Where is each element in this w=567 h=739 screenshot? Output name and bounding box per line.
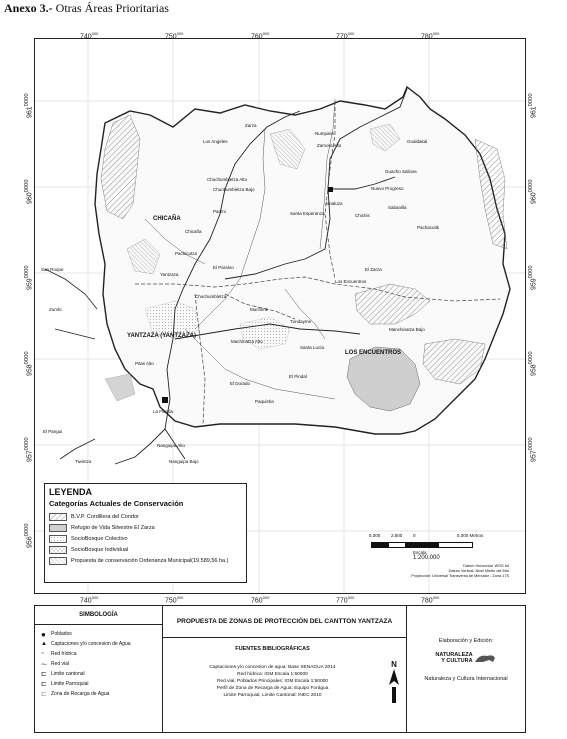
place-label: Chichis (355, 213, 370, 218)
symbology-title: SIMBOLOGÍA (79, 612, 118, 618)
place-label: Guacho Salinas (385, 169, 417, 174)
source-line: Captaciones y/o concesion de agua: Base SENAGUA 2014 (209, 665, 336, 670)
legend-item: SocioBosque Individual (49, 544, 242, 555)
place-label: Chuchumbletza Bajo (213, 187, 255, 192)
grid-label-y: $960^{0000}$ (528, 179, 538, 204)
place-label: La Florida (153, 409, 174, 414)
grid-label-x: $740^{000}$ (80, 31, 99, 41)
place-label: Gualdakal (407, 139, 428, 144)
place-label: Los Angeles (203, 139, 228, 144)
north-label: N (391, 660, 397, 669)
place-label: Manchinatza Bajo (389, 327, 425, 332)
grid-label-y: $958^{0000}$ (24, 351, 34, 376)
scale-bar: 5.000 2.500 0 5.000 Metros Escala 1:200.000 Datum Horizontal: WGS 84 Datum Vertical: Nivel Medio del Mar Proyección: Universal Transversa de Mercator - Zona 17S (369, 533, 509, 578)
grid-label-x: $780^{000}$ (421, 31, 440, 41)
symbology-panel (35, 606, 163, 732)
grid-label-y: $956^{0000}$ (24, 523, 34, 548)
road-icon: ⁓ (41, 661, 47, 668)
place-label: Numpaim (315, 131, 335, 136)
grid-label-y: $959^{0000}$ (24, 265, 34, 290)
symbol-item: ≈ Red hídrica (41, 651, 77, 657)
legend-title: LEYENDA (49, 487, 93, 497)
place-label: Chicaña (185, 229, 202, 234)
elaboration-title: Elaboración y Edición: (438, 638, 494, 644)
place-label: Santa Esperanza (290, 211, 325, 216)
source-line: Red hídrica: IGM Escala 1:50000 (237, 672, 308, 677)
map-title: PROPUESTA DE ZONAS DE PROTECCIÓN DEL CANTTON YANTZAZA (176, 618, 393, 625)
grid-label-x: $750^{000}$ (165, 595, 184, 605)
place-label: Zamora Alto (317, 143, 342, 148)
place-label: Yantzaza (160, 272, 179, 277)
north-arrow-icon (387, 669, 401, 705)
place-label: Chuchumbletza (195, 294, 227, 299)
nci-logo: NATURALEZA Y CULTURA (407, 650, 525, 666)
grid-label-y: $961^{0000}$ (528, 93, 538, 118)
place-label: Nanguipa Alto (157, 443, 186, 448)
annex-heading: Anexo 3.- Otras Áreas Prioritarias (4, 1, 169, 15)
grid-label-x: $750^{000}$ (165, 31, 184, 41)
grid-label-y: $957^{0000}$ (24, 437, 34, 462)
place-label: Amaluza (325, 201, 343, 206)
place-label: Zarza (245, 123, 257, 128)
dot-icon: ● (41, 629, 46, 639)
place-label: Pachicutza (175, 251, 198, 256)
legend-subtitle: Categorías Actuales de Conservación (49, 499, 184, 508)
grid-label-y: $960^{0000}$ (24, 179, 34, 204)
grid-label-x: $780^{000}$ (421, 595, 440, 605)
source-line: Limite Parroquial, Limite Cantonal: INEC 2010 (223, 693, 322, 698)
place-label: San Roque (41, 267, 64, 272)
grid-label-y: $961^{0000}$ (24, 93, 34, 118)
grid-label-x: $740^{000}$ (80, 595, 99, 605)
yantzaza-town-marker (162, 397, 168, 403)
parish-boundary-icon: ⊏ (41, 681, 47, 688)
organization-name: Naturaleza y Cultura Internacional (424, 676, 508, 682)
place-chicana: CHICAÑA (153, 216, 181, 222)
place-label: Tundayme (290, 319, 312, 324)
place-label: Tiwintza (75, 459, 92, 464)
symbol-item: ▲ Captaciones y/o concesion de Agua (41, 641, 131, 647)
grid-label-y: $959^{0000}$ (528, 265, 538, 290)
legend-item: B.V.P. Cordillera del Condor (49, 511, 242, 522)
symbol-item: ⊏ Zona de Recarga de Agua (41, 691, 110, 698)
place-label: El Zarza (365, 267, 382, 272)
place-label: Santa Lucía (300, 345, 325, 350)
boundary-icon: ⊏ (41, 671, 47, 678)
place-label: El Pindal (289, 374, 307, 379)
place-label: Muchime (250, 307, 269, 312)
place-label: Nuevo Progreso (371, 186, 404, 191)
grid-label-x: $770^{000}$ (336, 31, 355, 41)
place-label: Sabanilla (388, 205, 407, 210)
legend-item: Propuesta de conservación Ordenanza Municipal(19.589,56 ha.) (49, 555, 242, 566)
jaguar-icon (473, 650, 497, 666)
grid-label-x: $760^{000}$ (251, 595, 270, 605)
grid-label-x: $760^{000}$ (251, 31, 270, 41)
river-icon: ≈ (41, 651, 45, 657)
recharge-zone-icon: ⊏ (41, 691, 47, 698)
symbol-item: ⊏ Limite cantonal (41, 671, 85, 678)
place-label: Zumbi (49, 307, 62, 312)
info-panel (34, 605, 526, 733)
place-label: Pitas Alto (135, 361, 154, 366)
map-frame (34, 38, 526, 594)
place-label: Pachacutik (417, 225, 440, 230)
north-arrow (382, 638, 406, 705)
source-line: Red vial, Poblados Principales: IGM Escala 1:50000 (217, 679, 328, 684)
map-legend (44, 483, 247, 583)
triangle-icon: ▲ (41, 641, 47, 647)
place-label: El Paraíso (213, 265, 234, 270)
place-label: Machinatza Alto (231, 339, 263, 344)
place-label: Chuchumbletza Alto (207, 177, 248, 182)
symbol-item: ● Poblados (41, 629, 72, 639)
symbol-item: ⁓ Red vial (41, 661, 70, 668)
legend-item: Refugio de Vida Silvestre El Zarza (49, 522, 242, 533)
place-yantzaza: YANTZAZA (YANTZAZA) (127, 333, 196, 339)
place-label: Padmi (213, 209, 226, 214)
title-panel (163, 606, 407, 732)
place-label: Nanguipa Bajo (169, 459, 199, 464)
grid-label-x: $770^{000}$ (336, 595, 355, 605)
legend-item: SocioBosque Colectivo (49, 533, 242, 544)
author-panel (407, 606, 525, 732)
symbol-item: ⊏ Limite Parroquial (41, 681, 89, 688)
place-label: Los Encuentros (335, 279, 367, 284)
source-line: Perfil de Zona de Recarga de Agua: Equipo Forágua (216, 686, 329, 691)
place-label: El Dorado (230, 381, 251, 386)
grid-label-y: $958^{0000}$ (528, 351, 538, 376)
place-label: El Pangui (43, 429, 63, 434)
place-label: Paquisha (255, 399, 274, 404)
grid-label-y: $957^{0000}$ (528, 437, 538, 462)
place-encuentros: LOS ENCUENTROS (345, 350, 402, 356)
sources-title: FUENTES BIBLIOGRÁFICAS (235, 646, 310, 652)
